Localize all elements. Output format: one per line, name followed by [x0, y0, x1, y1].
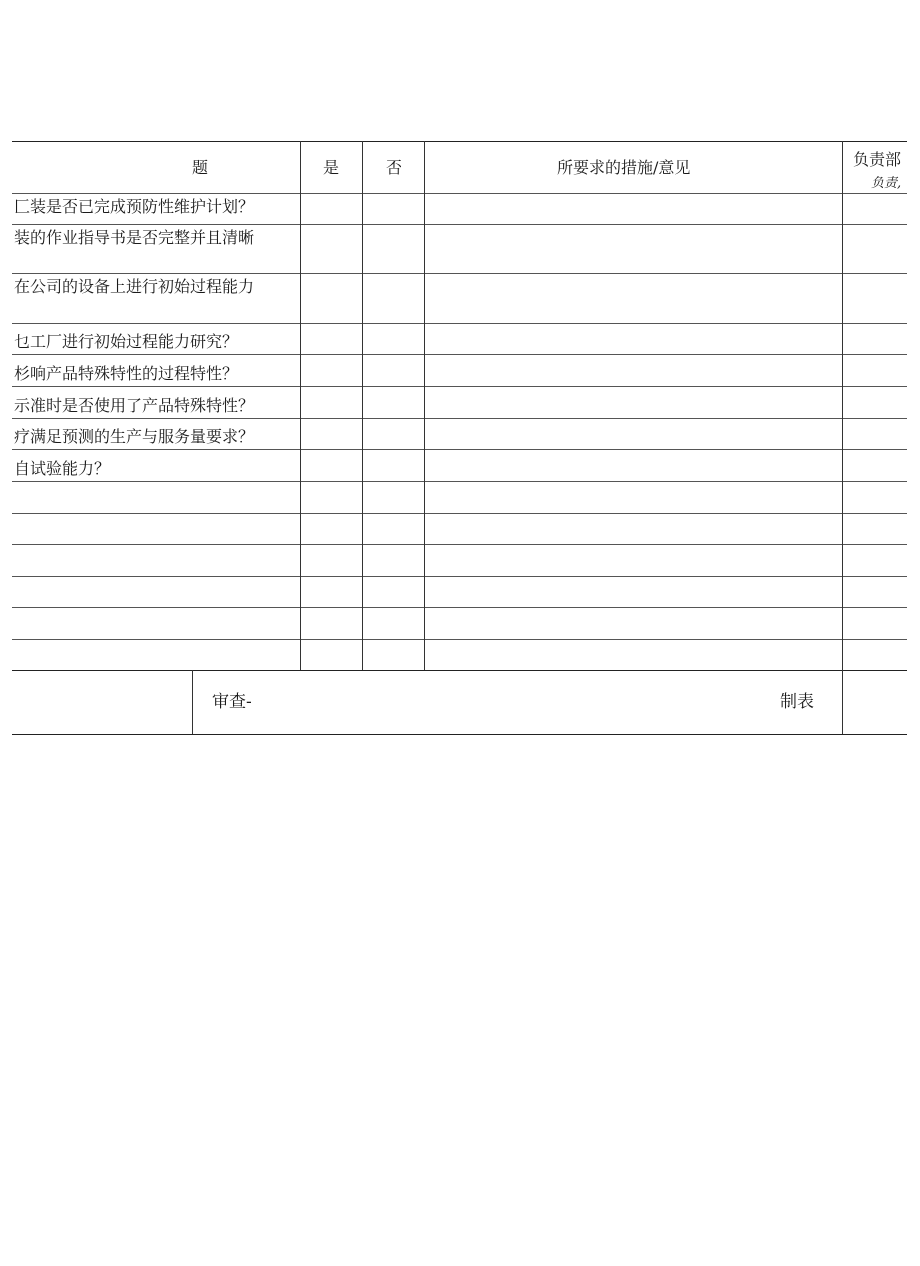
table-row-question: 匚装是否已完成预防性维护计划？: [14, 197, 255, 216]
table-row-question: 示准时是否使用了产品特殊特性？: [14, 396, 255, 415]
row-divider: [12, 354, 907, 355]
column-divider-question: [300, 141, 301, 670]
row-divider: [12, 224, 907, 225]
row-divider: [12, 418, 907, 419]
footer-divider: [192, 670, 193, 734]
row-divider: [12, 449, 907, 450]
row-divider: [12, 513, 907, 514]
row-divider: [12, 323, 907, 324]
header-question: 题: [192, 158, 209, 177]
table-row-question: 乜工厂进行初始过程能力研究？: [14, 332, 239, 351]
table-row-question: 疗满足预测的生产与服务量要求？: [14, 427, 255, 446]
column-divider-measures: [842, 141, 843, 734]
row-divider: [12, 639, 907, 640]
column-divider-no: [424, 141, 425, 670]
footer-top-border: [12, 670, 907, 671]
row-divider: [12, 386, 907, 387]
row-divider: [12, 273, 907, 274]
table-row-question: 装的作业指导书是否完整并且清晰: [14, 228, 255, 247]
table-bottom-border: [12, 734, 907, 735]
header-measures: 所要求的措施/意见: [557, 158, 691, 177]
table-row-question: 在公司的设备上进行初始过程能力: [14, 277, 255, 296]
column-divider-yes: [362, 141, 363, 670]
table-row-question: 自试验能力？: [14, 459, 111, 478]
table-top-border: [12, 141, 907, 142]
row-divider: [12, 481, 907, 482]
header-responsible-dept: 负责部: [853, 150, 902, 169]
header-yes: 是: [323, 158, 340, 177]
row-divider: [12, 544, 907, 545]
header-responsible-sub: 负责,: [871, 176, 902, 191]
header-no: 否: [386, 158, 403, 177]
footer-prepared-label: 制表: [780, 692, 814, 712]
footer-review-label: 审查-: [212, 692, 252, 712]
row-divider: [12, 576, 907, 577]
table-row-question: 杉响产品特殊特性的过程特性？: [14, 364, 239, 383]
header-bottom-border: [12, 193, 907, 194]
row-divider: [12, 607, 907, 608]
